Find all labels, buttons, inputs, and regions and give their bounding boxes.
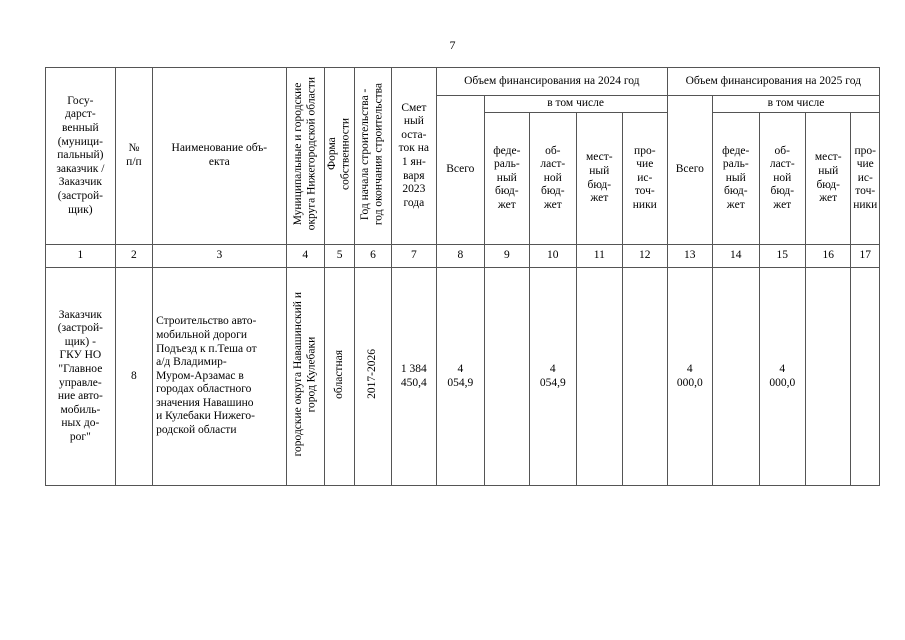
- row-regional-2024: 4 054,9: [530, 268, 576, 486]
- row-regional-2025: 4 000,0: [759, 268, 805, 486]
- column-number: 6: [355, 245, 391, 268]
- row-municipality: городские округа Навашинский и город Кулебаки: [286, 268, 324, 486]
- row-object-name: Строительство авто- мобильной дороги Подъезд к п.Теша от а/д Владимир- Муром-Арзамас в городах областного значения Навашино и Кулебаки Нижего- родской области: [153, 268, 286, 486]
- column-number: 11: [576, 245, 622, 268]
- row-federal-2024: [484, 268, 529, 486]
- header-including-2025: в том числе: [713, 96, 880, 113]
- header-regional-2024: об- ласт- ной бюд- жет: [530, 113, 576, 245]
- header-federal-2024: феде- раль- ный бюд- жет: [484, 113, 529, 245]
- financing-table: [45, 67, 880, 486]
- header-fin-2025: Объем финансирования на 2025 год: [667, 68, 879, 96]
- column-number: 3: [153, 245, 286, 268]
- header-municipality: Муниципальные и городские округа Нижегородской области: [286, 68, 324, 245]
- column-number: 12: [623, 245, 668, 268]
- header-fin-2024: Объем финансирования на 2024 год: [437, 68, 667, 96]
- column-number: 1: [46, 245, 116, 268]
- header-ownership: Форма собственности: [324, 68, 354, 245]
- column-number: 13: [667, 245, 712, 268]
- row-local-2025: [806, 268, 851, 486]
- header-customer: Госу- дарст- венный (муници- пальный) заказчик / Заказчик (застрой- щик): [46, 68, 116, 245]
- table-row: [46, 268, 880, 486]
- header-other-2025: про- чие ис- точ- ники: [851, 113, 880, 245]
- header-local-2024: мест- ный бюд- жет: [576, 113, 622, 245]
- header-total-2025: Всего: [667, 96, 712, 245]
- column-number: 2: [115, 245, 152, 268]
- column-number: 10: [530, 245, 576, 268]
- column-number: 8: [437, 245, 485, 268]
- column-number: 17: [851, 245, 880, 268]
- column-number: 9: [484, 245, 529, 268]
- column-number: 5: [324, 245, 354, 268]
- header-local-2025: мест- ный бюд- жет: [806, 113, 851, 245]
- row-total-2025: 4 000,0: [667, 268, 712, 486]
- header-years: Год начала строительства - год окончания строительства: [355, 68, 391, 245]
- header-object-name: Наименование объ- екта: [153, 68, 286, 245]
- header-other-2024: про- чие ис- точ- ники: [623, 113, 668, 245]
- column-number: 16: [806, 245, 851, 268]
- row-ownership: областная: [324, 268, 354, 486]
- header-estimate: Смет ный оста- ток на 1 ян- варя 2023 года: [391, 68, 436, 245]
- column-number: 14: [713, 245, 759, 268]
- page-number: 7: [449, 38, 456, 52]
- row-other-2024: [623, 268, 668, 486]
- column-number: 7: [391, 245, 436, 268]
- row-total-2024: 4 054,9: [437, 268, 485, 486]
- header-including-2024: в том числе: [484, 96, 667, 113]
- row-federal-2025: [713, 268, 759, 486]
- row-other-2025: [851, 268, 880, 486]
- header-federal-2025: феде- раль- ный бюд- жет: [713, 113, 759, 245]
- header-total-2024: Всего: [437, 96, 485, 245]
- header-num: № п/п: [115, 68, 152, 245]
- row-customer: Заказчик (застрой- щик) - ГКУ НО "Главное управле- ние авто- мобиль- ных до- рог": [46, 268, 116, 486]
- row-estimate: 1 384 450,4: [391, 268, 436, 486]
- column-number: 15: [759, 245, 805, 268]
- row-num: 8: [115, 268, 152, 486]
- row-local-2024: [576, 268, 622, 486]
- column-number: 4: [286, 245, 324, 268]
- header-regional-2025: об- ласт- ной бюд- жет: [759, 113, 805, 245]
- row-years: 2017-2026: [355, 268, 391, 486]
